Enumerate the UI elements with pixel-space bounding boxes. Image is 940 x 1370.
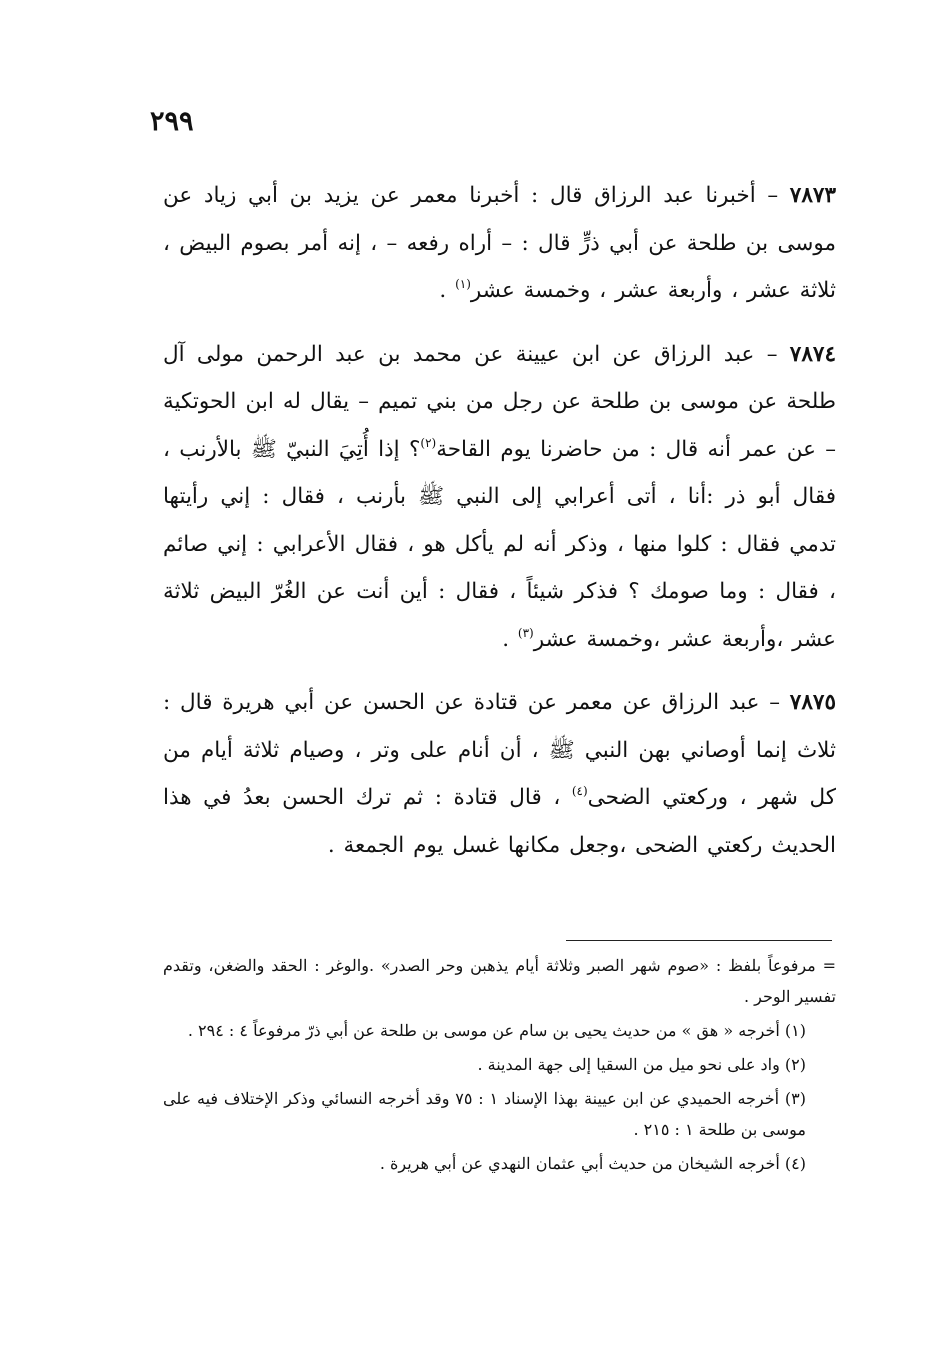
- footnote-marker: (١): [455, 277, 471, 291]
- hadith-text: – عبد الرزاق عن معمر عن قتادة عن الحسن عن أبي هريرة قال : ثلاث إنما أوصاني بهن النبي ﷺ ، أن أنام على وتر ، وصيام ثلاثة أيام من كل شهر ، وركعتي الضحى: [163, 690, 836, 810]
- hadith-7874: [163, 331, 836, 664]
- footnote-2: (٢) واد على نحو ميل من السقيا إلى جهة المدينة .: [477, 1055, 806, 1074]
- footnote-separator: [566, 940, 832, 941]
- hadith-text-middle: ؟ إذا أُتِيَ النبيّ ﷺ بالأرنب ، فقال أبو ذر :أنا ، أتى أعرابي إلى النبي ﷺ بأرنب ، فقال : إني رأيتها تدمي فقال : كلوا منها ، وذكر أنه لم يأكل هو ، فقال الأعرابي : إني صائم ، فقال : وما صومك ؟ فذكر شيئاً ، فقال : أين أنت عن الغُرّ البيض ثلاثة عشر ،وأربعة عشر ،وخمسة عشر: [163, 436, 836, 652]
- hadith-text-end: ، قال قتادة : ثم ترك الحسن بعدُ في هذا الحديث ركعتي الضحى ،وجعل مكانها غسل يوم الجمعة .: [163, 785, 836, 858]
- hadith-text-end: .: [439, 278, 456, 303]
- page-number: ٢٩٩: [150, 106, 194, 137]
- footnote-marker: (٢): [420, 435, 437, 450]
- footnote-1: (١) أخرجه « هق » من حديث يحيى بن سام عن موسى بن طلحة عن أبي ذرّ مرفوعاً ٤ : ٢٩٤ .: [187, 1021, 806, 1040]
- footnote-marker: (٣): [517, 625, 534, 640]
- footnotes: [163, 950, 836, 1182]
- hadith-7875: [163, 679, 836, 869]
- hadith-text-end: .: [502, 626, 518, 652]
- hadith-text: – عبد الرزاق عن ابن عيينة عن محمد بن عبد الرحمن مولى آل طلحة عن موسى بن طلحة عن رجل من بني تميم – يقال له ابن الحوتكية – عن عمر أنه قال : من حاضرنا يوم القاحة: [163, 341, 836, 462]
- hadith-text: – أخبرنا عبد الرزاق قال : أخبرنا معمر عن يزيد بن أبي زياد عن موسى بن طلحة عن أبي ذرٍّ قال : – أراه رفعه – ، إنه أمر بصوم البيض ، ثلاثة عشر ، وأربعة عشر ، وخمسة عشر: [163, 183, 836, 303]
- hadith-number: ٧٨٧٤: [789, 341, 836, 367]
- footnote-marker: (٤): [571, 784, 588, 798]
- footnote-4: (٤) أخرجه الشيخان من حديث أبي عثمان النهدي عن أبي هريرة .: [379, 1154, 806, 1173]
- footnote-continuation: = مرفوعاً بلفظ : «صوم شهر الصبر وثلاثة أيام يذهبن وحر الصدر» .والوغر : الحقد والضغن، وتقدم تفسير الوحر .: [163, 956, 836, 1006]
- main-text: [163, 172, 836, 885]
- hadith-number: ٧٨٧٣: [789, 183, 836, 208]
- hadith-number: ٧٨٧٥: [789, 690, 836, 715]
- footnote-3: (٣) أخرجه الحميدي عن ابن عيينة بهذا الإسناد ١ : ٧٥ وقد أخرجه النسائي وذكر الإختلاف فيه على موسى بن طلحة ١ : ٢١٥ .: [163, 1089, 807, 1139]
- hadith-7873: [163, 172, 836, 315]
